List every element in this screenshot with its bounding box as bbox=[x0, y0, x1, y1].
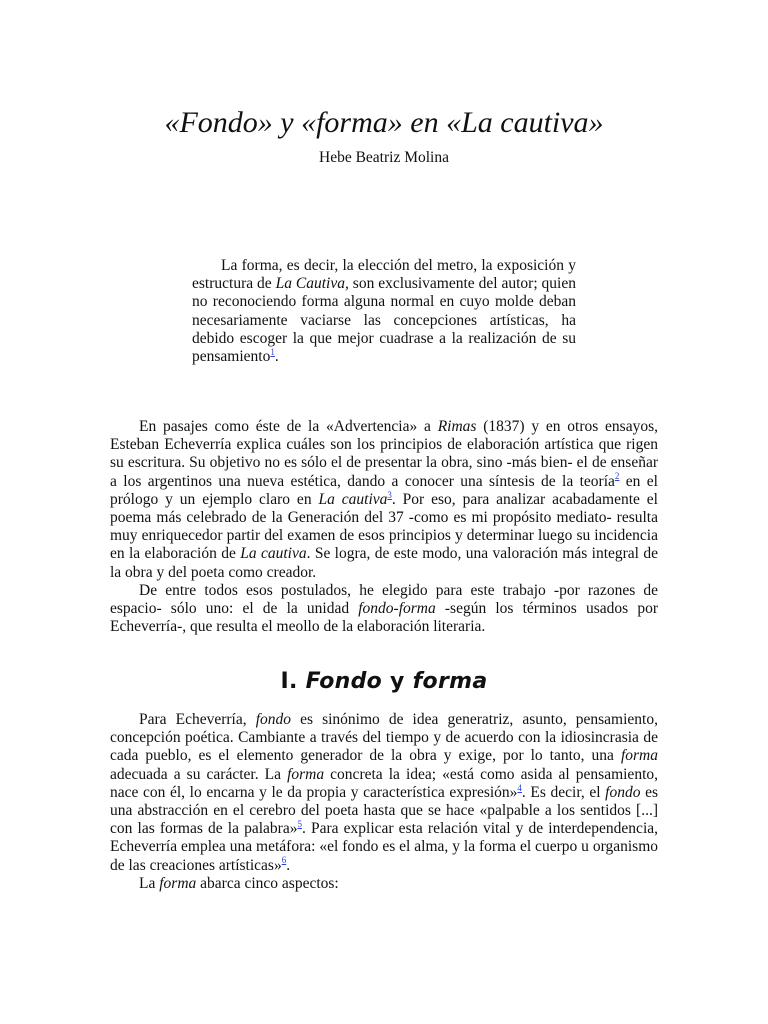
heading-forma: forma bbox=[412, 669, 488, 694]
introduction-section bbox=[110, 418, 658, 636]
epigraph-paragraph bbox=[192, 257, 576, 366]
text-run: . bbox=[286, 856, 291, 874]
footnote-link-6[interactable]: 6 bbox=[281, 855, 287, 866]
section-1-body bbox=[110, 711, 658, 893]
text-run: es sinónimo de idea generatriz, asunto, pensamiento, concepción poética. Cambiante a través del tiempo y de acuerdo con la idiosincrasia de cada pueblo, es el elemento generador de la obra y exige, por lo tanto, una bbox=[110, 711, 658, 765]
text-run: . Es decir, el bbox=[521, 783, 606, 801]
text-run: En pasajes como éste de la «Advertencia» a bbox=[139, 418, 438, 435]
term-forma: forma bbox=[287, 765, 325, 783]
text-run: De entre todos esos postulados, he elegido para este trabajo -por razones de espacio- sólo uno: el de la unidad bbox=[110, 581, 658, 618]
epigraph-end: . bbox=[274, 348, 279, 366]
text-run: . Se logra, de este modo, una valoración más integral de la obra y del poeta como creador. bbox=[110, 545, 658, 581]
paragraph-2 bbox=[110, 582, 658, 637]
footnote-link-3[interactable]: 3 bbox=[387, 489, 392, 500]
text-run: -según los términos usados por Echeverría-, que resulta el meollo de la elaboración literaria. bbox=[110, 600, 658, 636]
heading-fondo: Fondo bbox=[305, 669, 383, 694]
section-heading bbox=[0, 667, 768, 697]
paragraph-4 bbox=[110, 875, 658, 893]
footnote-link-2[interactable]: 2 bbox=[614, 471, 620, 482]
footnote-link-1[interactable]: 1 bbox=[270, 346, 275, 357]
epigraph-work-title: La Cautiva, bbox=[275, 275, 349, 293]
text-run: La bbox=[139, 874, 160, 892]
text-run: . Por eso, para analizar acabadamente el poema más celebrado de la Generación del 37 -como es mi propósito mediato- resulta muy enriquecedor partir del examen de esos principios y determinar luego su incidencia en la elaboración de bbox=[110, 490, 658, 563]
text-run: (1837) y en otros ensayos, Esteban Echeverría explica cuáles son los principios de elaboración artística que rigen su escritura. Su objetivo no es sólo el de presentar la obra, sino -más bien- el de enseñar a los argentinos una nueva estética, dando a conocer una síntesis de la teoría bbox=[110, 418, 658, 490]
text-run: en el prólogo y un ejemplo claro en bbox=[110, 472, 658, 508]
term-fondo-forma: fondo-forma bbox=[358, 600, 436, 618]
text-run: . Para explicar esta relación vital y de interdependencia, Echeverría emplea una metáfora: «el fondo es el alma, y la forma el cuerpo u organismo de las creaciones artísticas» bbox=[110, 820, 659, 874]
term-fondo: fondo bbox=[255, 711, 291, 728]
heading-number: I. bbox=[280, 669, 306, 694]
term-fondo: fondo bbox=[605, 783, 641, 801]
document-title: «Fondo» y «forma» en «La cautiva» bbox=[164, 106, 604, 139]
text-run: es una abstracción en el cerebro del poeta hasta que se hace «palpable a los sentidos [...] con las formas de la palabra» bbox=[110, 783, 658, 838]
term-forma: forma bbox=[620, 747, 658, 765]
text-run: abarca cinco aspectos: bbox=[196, 874, 339, 892]
work-title-cautiva: La cautiva bbox=[318, 490, 388, 508]
term-forma: forma bbox=[159, 874, 197, 892]
epigraph-quote bbox=[192, 257, 576, 366]
paragraph-1 bbox=[110, 418, 658, 582]
heading-conjunction: y bbox=[382, 669, 413, 694]
work-title-rimas: Rimas bbox=[437, 418, 477, 435]
document-author: Hebe Beatriz Molina bbox=[319, 149, 449, 166]
paragraph-3 bbox=[110, 711, 658, 875]
work-title-cautiva: La cautiva bbox=[240, 545, 307, 563]
footnote-link-5[interactable]: 5 bbox=[297, 819, 302, 830]
footnote-link-4[interactable]: 4 bbox=[517, 782, 522, 793]
text-run: adecuada a su carácter. La bbox=[110, 765, 288, 783]
epigraph-text-cont: son exclusivamente del autor; quien no reconociendo forma alguna normal en cuyo molde deban necesariamente vaciarse las concepciones artísticas, ha debido escoger la que mejor cuadrase a la realización de su pensamiento bbox=[192, 275, 576, 366]
text-run: Para Echeverría, bbox=[139, 711, 256, 728]
text-run: concreta la idea; «está como asida al pensamiento, nace con él, lo encarna y le da propia y característica expresión» bbox=[110, 765, 658, 801]
epigraph-text: La forma, es decir, la elección del metro, la exposición y estructura de bbox=[192, 257, 576, 293]
